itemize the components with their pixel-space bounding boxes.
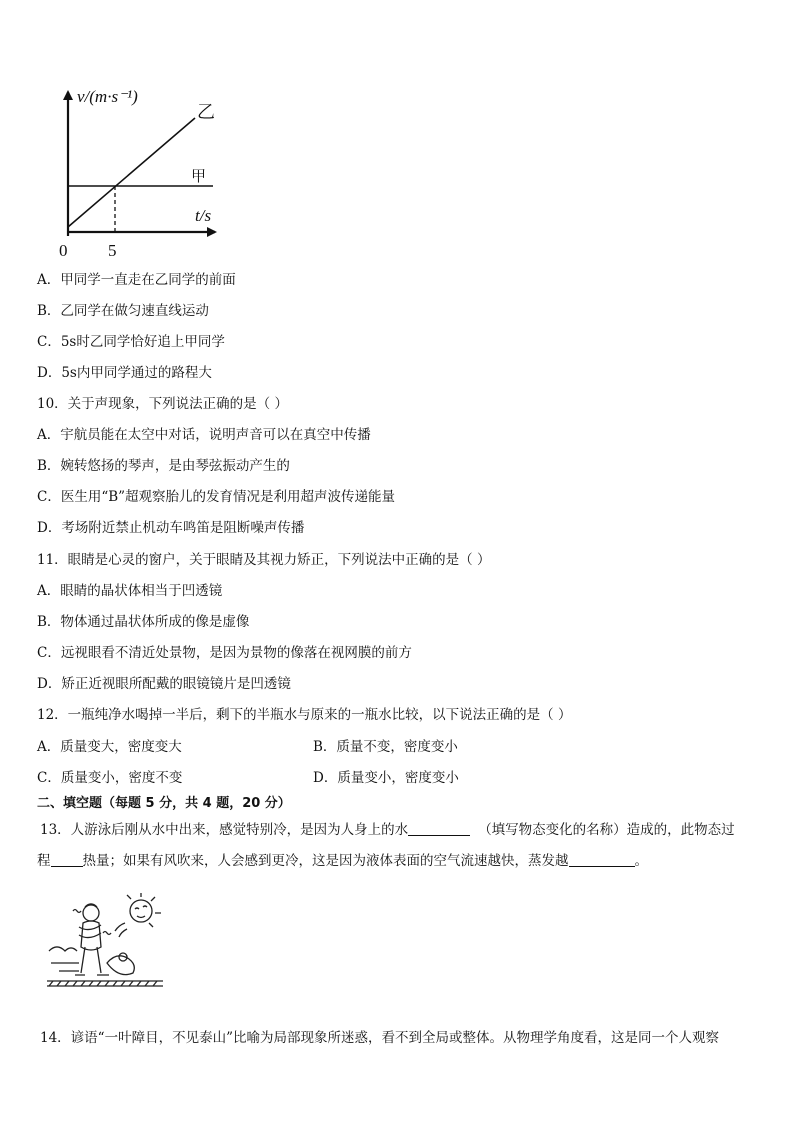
section-fill-in-heading: 二、填空题（每题 5 分，共 4 题，20 分） (37, 796, 291, 811)
q11-option-c: C．远视眼看不清近处景物，是因为景物的像落在视网膜的前方 (37, 645, 412, 661)
x-axis-label: t/s (195, 206, 212, 225)
q10-stem: 10．关于声现象，下列说法正确的是（ ） (37, 396, 288, 412)
q10-option-d: D．考场附近禁止机动车鸣笛是阻断噪声传播 (37, 520, 305, 536)
swimmer-cartoon-illustration (45, 893, 167, 993)
q12-option-a: A．质量变大，密度变大 (37, 739, 182, 755)
q11-stem: 11．眼睛是心灵的窗户，关于眼睛及其视力矫正，下列说法中正确的是（ ） (37, 552, 491, 568)
velocity-time-graph (55, 78, 225, 260)
q9-option-d: D．5s内甲同学通过的路程大 (37, 365, 212, 381)
q14-text: 14．谚语“一叶障目，不见泰山”比喻为局部现象所迷惑，看不到全局或整体。从物理学角度看，这是同一个人观察 (40, 1030, 719, 1046)
q12-stem: 12．一瓶纯净水喝掉一半后，剩下的半瓶水与原来的一瓶水比较，以下说法正确的是（ ） (37, 707, 572, 723)
q13-blank-3 (569, 852, 635, 867)
q13-blank-1 (408, 821, 470, 836)
q9-option-b: B．乙同学在做匀速直线运动 (37, 303, 209, 319)
q12-option-c: C．质量变小，密度不变 (37, 770, 183, 786)
q10-option-b: B．婉转悠扬的琴声，是由琴弦振动产生的 (37, 458, 290, 474)
q9-option-c: C．5s时乙同学恰好追上甲同学 (37, 334, 225, 350)
origin-label: 0 (59, 241, 68, 260)
q10-option-c: C．医生用“B”超观察胎儿的发育情况是利用超声波传递能量 (37, 489, 396, 505)
q12-option-b: B．质量不变，密度变小 (313, 739, 458, 755)
q13-text-1: 13．人游泳后刚从水中出来，感觉特别冷，是因为人身上的水 (40, 822, 409, 838)
q13-line-1 (40, 820, 735, 840)
q11-option-d: D．矫正近视眼所配戴的眼镜镜片是凹透镜 (37, 676, 291, 692)
q13-text-2: （填写物态变化的名称）造成的，此物态过 (478, 822, 735, 838)
y-axis-label: v/(m·s⁻¹) (77, 87, 138, 106)
q10-option-a: A．宇航员能在太空中对话，说明声音可以在真空中传播 (37, 427, 371, 443)
q12-option-d: D．质量变小，密度变小 (313, 770, 459, 786)
q13-blank-2 (51, 852, 83, 867)
q13-line-2 (37, 851, 648, 871)
q11-option-b: B．物体通过晶状体所成的像是虚像 (37, 614, 250, 630)
q13-text-4: 热量；如果有风吹来，人会感到更冷，这是因为液体表面的空气流速越快，蒸发越 (82, 853, 569, 869)
q11-option-a: A．眼睛的晶状体相当于凹透镜 (37, 583, 223, 599)
line-yi (68, 118, 195, 227)
q13-text-5: 。 (634, 853, 648, 869)
label-jia: 甲 (191, 167, 207, 185)
cartoon-svg (45, 893, 167, 993)
label-yi: 乙 (197, 102, 215, 123)
q13-text-3: 程 (37, 853, 51, 869)
graph-svg (55, 78, 225, 260)
x-tick-5: 5 (108, 241, 117, 260)
q9-option-a: A．甲同学一直走在乙同学的前面 (37, 272, 236, 288)
